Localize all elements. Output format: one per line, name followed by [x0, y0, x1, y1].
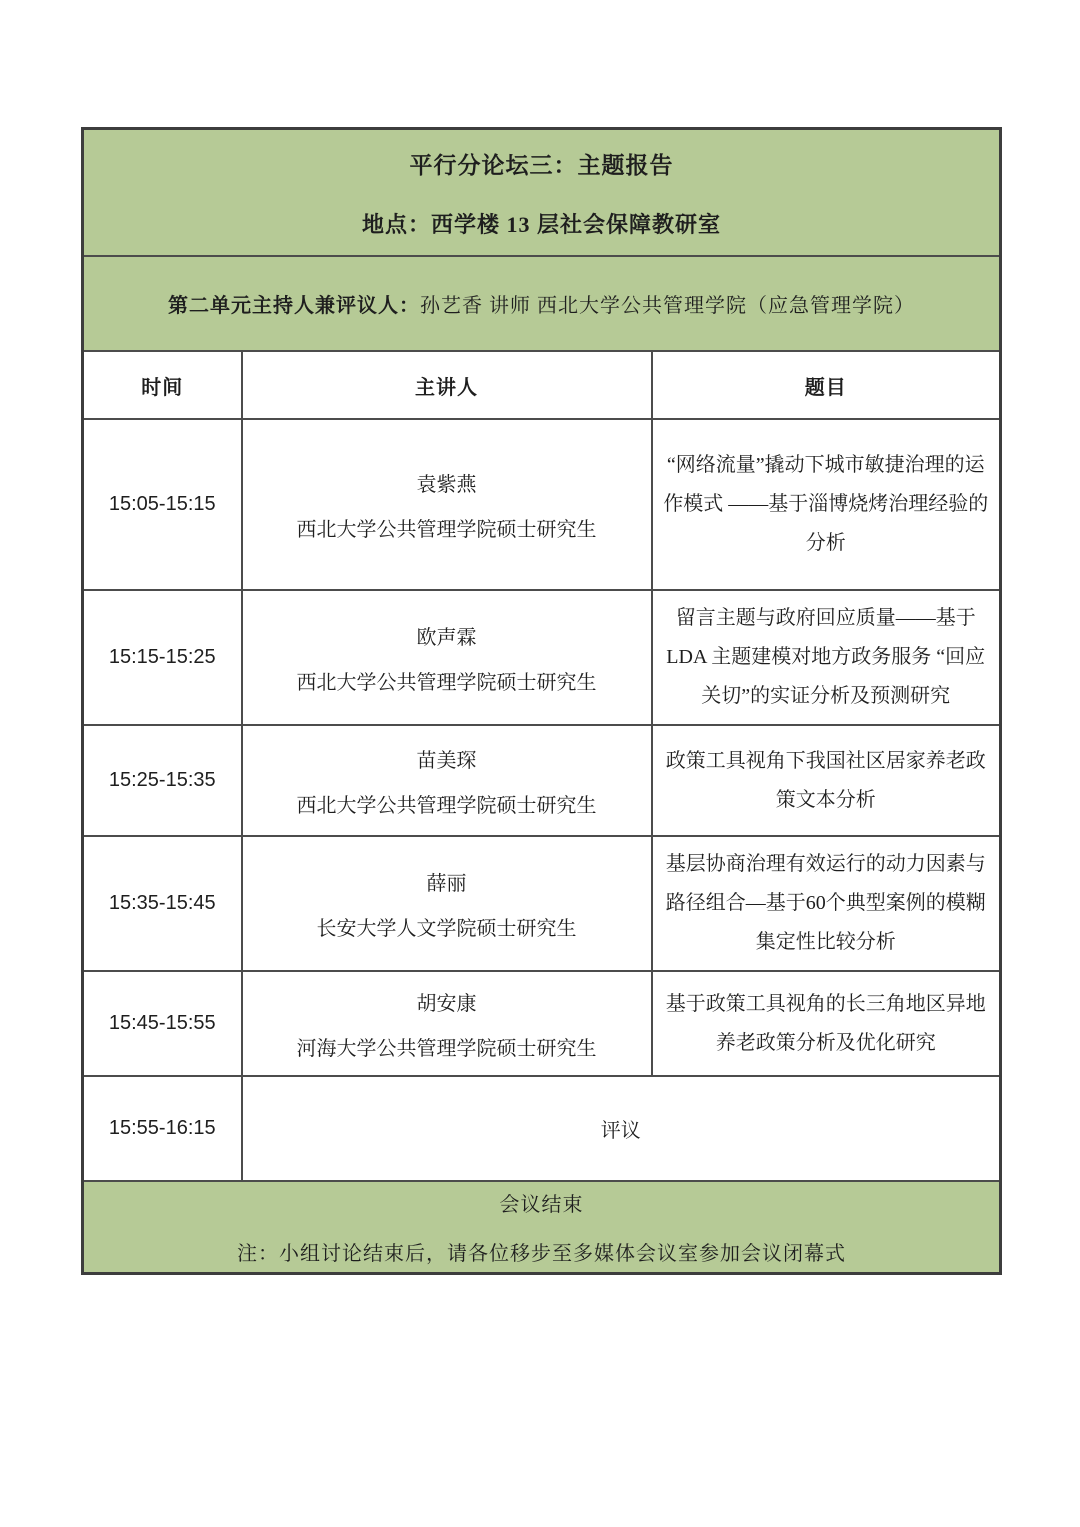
- session-topic: 留言主题与政府回应质量——基于 LDA 主题建模对地方政务服务 “回应关切”的实证分析及预测研究: [652, 590, 1001, 725]
- unit-host-row: [83, 256, 1001, 351]
- session-topic: 基于政策工具视角的长三角地区异地养老政策分析及优化研究: [652, 971, 1001, 1076]
- speaker-affiliation: 长安大学人文学院硕士研究生: [316, 917, 577, 940]
- session-time: 15:15-15:25: [83, 590, 242, 725]
- session-speaker-cell: [242, 971, 652, 1076]
- unit-host-label: 第二单元主持人兼评议人：: [168, 295, 420, 317]
- footer-cell: [83, 1181, 1001, 1274]
- footer-block: [83, 1181, 1001, 1274]
- session-row-4: [83, 836, 1001, 971]
- review-time: 15:55-16:15: [83, 1076, 242, 1181]
- review-label: 评议: [242, 1076, 1001, 1181]
- session-row-3: [83, 725, 1001, 836]
- session-speaker-cell: [242, 836, 652, 971]
- session-topic: “网络流量”撬动下城市敏捷治理的运作模式 ——基于淄博烧烤治理经验的分析: [652, 419, 1001, 590]
- unit-host-cell: [83, 256, 1001, 351]
- speaker-affiliation: 西北大学公共管理学院硕士研究生: [296, 794, 597, 817]
- forum-title: 平行分论坛三：主题报告: [409, 152, 674, 178]
- speaker-affiliation: 西北大学公共管理学院硕士研究生: [296, 671, 597, 694]
- speaker-name: 欧声霖: [416, 626, 477, 649]
- speaker-affiliation: 河海大学公共管理学院硕士研究生: [296, 1037, 597, 1060]
- session-time: 15:45-15:55: [83, 971, 242, 1076]
- column-header-speaker: 主讲人: [242, 351, 652, 419]
- speaker-name: 苗美琛: [416, 749, 477, 772]
- session-time: 15:05-15:15: [83, 419, 242, 590]
- forum-header-block: [83, 129, 1001, 257]
- column-header-row: [83, 351, 1001, 419]
- forum-location: 地点：西学楼 13 层社会保障教研室: [361, 211, 721, 237]
- speaker-name: 胡安康: [416, 992, 477, 1015]
- column-header-topic: 题目: [652, 351, 1001, 419]
- session-time: 15:35-15:45: [83, 836, 242, 971]
- session-row-1: [83, 419, 1001, 590]
- speaker-name: 袁紫燕: [416, 473, 477, 496]
- session-time: 15:25-15:35: [83, 725, 242, 836]
- session-speaker-cell: [242, 419, 652, 590]
- session-row-2: [83, 590, 1001, 725]
- session-speaker-cell: [242, 590, 652, 725]
- forum-header-cell: [83, 129, 1001, 257]
- forum-schedule-table: [81, 127, 1002, 1275]
- unit-host-value: 孙艺香 讲师 西北大学公共管理学院（应急管理学院）: [420, 295, 915, 317]
- session-topic: 政策工具视角下我国社区居家养老政策文本分析: [652, 725, 1001, 836]
- speaker-name: 薛丽: [426, 872, 467, 895]
- review-row: [83, 1076, 1001, 1181]
- closing-note: 注：小组讨论结束后，请各位移步至多媒体会议室参加会议闭幕式: [237, 1243, 846, 1265]
- session-topic: 基层协商治理有效运行的动力因素与路径组合—基于60个典型案例的模糊集定性比较分析: [652, 836, 1001, 971]
- column-header-time: 时间: [83, 351, 242, 419]
- speaker-affiliation: 西北大学公共管理学院硕士研究生: [296, 518, 597, 541]
- meeting-end-label: 会议结束: [499, 1194, 584, 1216]
- session-row-5: [83, 971, 1001, 1076]
- session-speaker-cell: [242, 725, 652, 836]
